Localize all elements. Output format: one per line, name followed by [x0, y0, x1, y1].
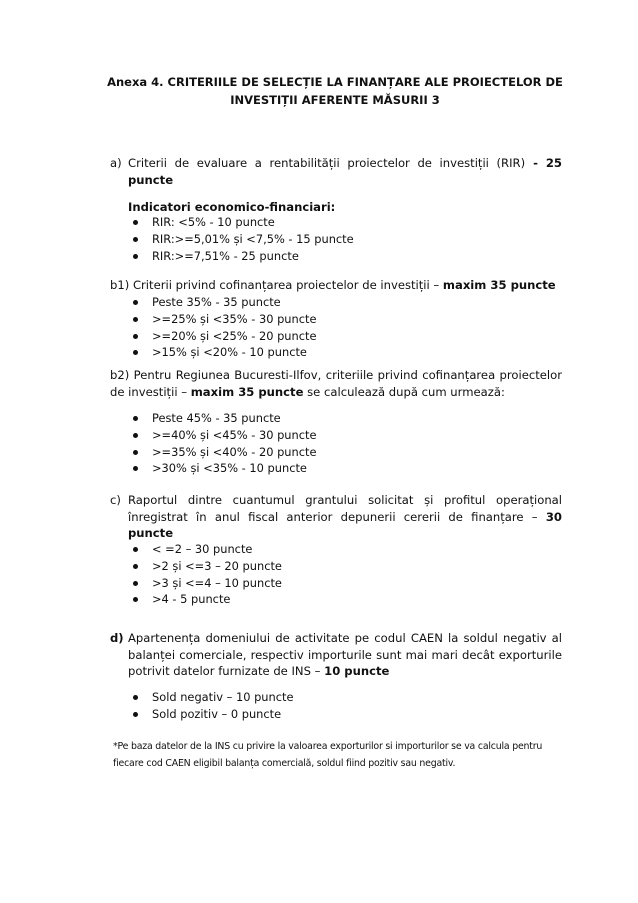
section-b1-points: maxim 35 puncte	[442, 278, 556, 292]
page-title	[100, 73, 570, 109]
list-item: >15% și <20% - 10 puncte	[128, 344, 316, 361]
list-item: >4 - 5 puncte	[128, 591, 282, 608]
title-line-1: Anexa 4. CRITERIILE DE SELECȚIE LA FINANȚARE ALE PROIECTELOR DE	[107, 75, 563, 89]
section-a-points: - 25 puncte	[128, 156, 562, 187]
list-item: RIR:>=5,01% și <7,5% - 15 puncte	[128, 231, 354, 248]
section-a-list	[128, 214, 354, 264]
section-a-subheading: Indicatori economico-financiari:	[128, 200, 336, 214]
section-c-label: c)	[110, 493, 121, 507]
list-item: Peste 35% - 35 puncte	[128, 294, 316, 311]
list-item: >=40% și <45% - 30 puncte	[128, 427, 316, 444]
list-item: >2 și <=3 – 20 puncte	[128, 558, 282, 575]
list-item: >30% și <35% - 10 puncte	[128, 460, 316, 477]
list-item: RIR: <5% - 10 puncte	[128, 214, 354, 231]
section-b2-list	[128, 410, 316, 477]
list-item: Sold negativ – 10 puncte	[128, 689, 293, 706]
section-d-list	[128, 689, 293, 723]
section-c	[110, 492, 562, 542]
list-item: Sold pozitiv – 0 puncte	[128, 706, 293, 723]
section-a-text: Criterii de evaluare a rentabilității proiectelor de investiții (RIR) - 25 puncte	[128, 156, 562, 187]
section-b2-points: maxim 35 puncte	[190, 384, 304, 399]
list-item: < =2 – 30 puncte	[128, 541, 282, 558]
section-c-points: 30 puncte	[128, 509, 562, 540]
section-b1-text: b1) Criterii privind cofinanțarea proiectelor de investiții – maxim 35 puncte	[110, 278, 556, 292]
section-c-text: Raportul dintre cuantumul grantului solicitat și profitul operațional înregistrat în anul fiscal anterior depunerii cererii de finanțare – 30 puncte	[128, 493, 562, 540]
list-item: RIR:>=7,51% - 25 puncte	[128, 248, 354, 265]
list-item: >=20% și <25% - 20 puncte	[128, 328, 316, 345]
section-b2-text: b2) Pentru Regiunea Bucuresti-Ilfov, criteriile privind cofinanțarea proiectelor de investiții – maxim 35 puncte se calculează după cum urmează:	[110, 368, 562, 399]
list-item: >3 și <=4 – 10 puncte	[128, 575, 282, 592]
footnote: *Pe baza datelor de la INS cu privire la valoarea exporturilor si importurilor se va calcula pentru fiecare cod CAEN eligibil balanța comercială, soldul fiind pozitiv sau negativ.	[113, 741, 543, 769]
section-b2	[110, 367, 562, 400]
section-d	[110, 630, 562, 680]
section-b1-list	[128, 294, 316, 361]
title-line-2: INVESTIȚII AFERENTE MĂSURII 3	[230, 93, 440, 107]
section-d-label: d)	[110, 631, 124, 645]
list-item: >=35% și <40% - 20 puncte	[128, 444, 316, 461]
list-item: >=25% și <35% - 30 puncte	[128, 311, 316, 328]
section-a-label: a)	[110, 156, 122, 170]
list-item: Peste 45% - 35 puncte	[128, 410, 316, 427]
section-d-text: Apartenența domeniului de activitate pe codul CAEN la soldul negativ al balanței comerciale, respectiv importurile sunt mai mari decât exporturile potrivit datelor furnizate de INS – 10 puncte	[128, 631, 562, 678]
section-c-list	[128, 541, 282, 608]
section-d-points: 10 puncte	[324, 664, 390, 678]
section-b1	[110, 277, 562, 294]
section-a	[110, 155, 562, 188]
